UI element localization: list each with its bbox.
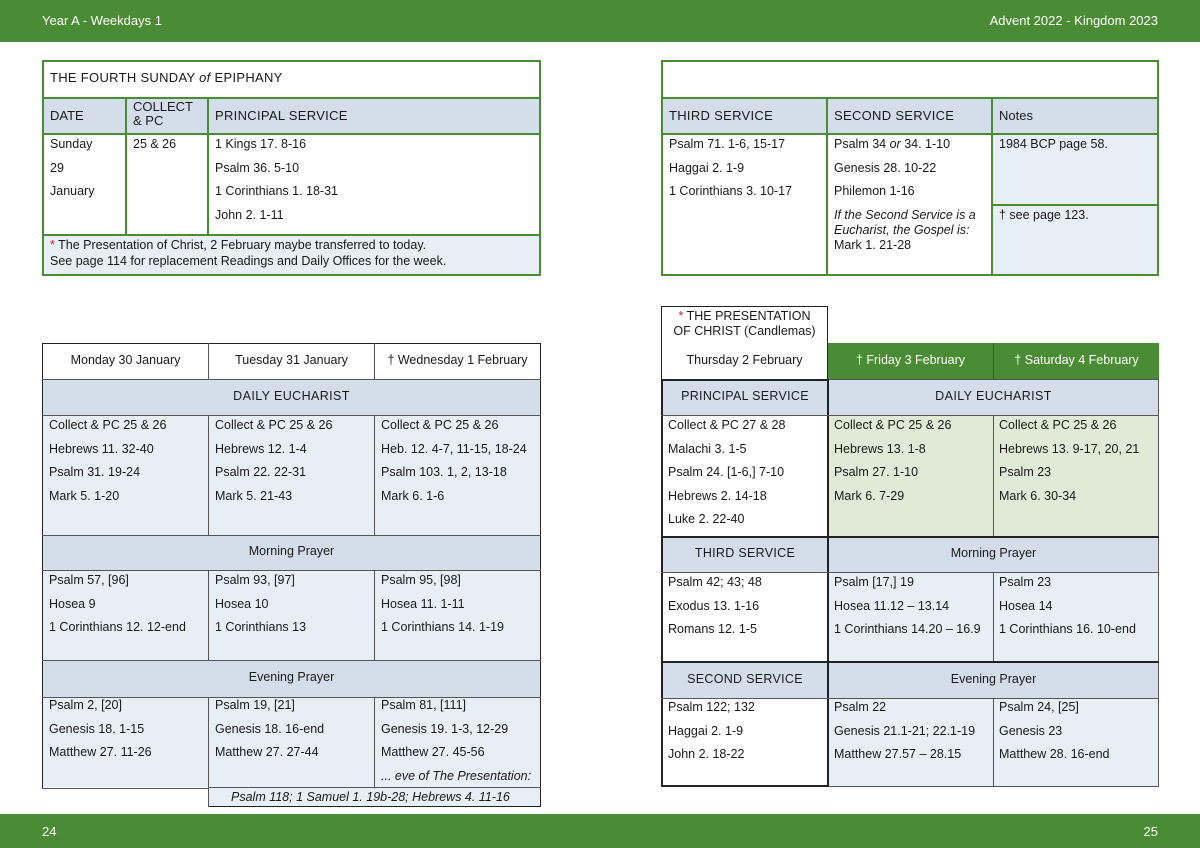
reading-line: Mark 6. 1-6 [381, 488, 445, 503]
friday-eucharist [828, 414, 951, 508]
daily-eucharist-band: DAILY EUCHARIST [233, 389, 350, 403]
principal-service-band: PRINCIPAL SERVICE [681, 389, 809, 403]
col-date-header: DATE [50, 108, 84, 123]
sunday-title-suffix: EPIPHANY [210, 70, 283, 85]
notes-cell-1: 1984 BCP page 58. [999, 137, 1108, 151]
presentation-title [662, 309, 827, 339]
tuesday-evening [209, 694, 324, 765]
divider [42, 535, 541, 536]
divider [42, 660, 541, 661]
third-service-band: THIRD SERVICE [694, 546, 796, 560]
reading-line: 1 Corinthians 1. 18-31 [215, 184, 338, 198]
sunday-principal-cell [209, 133, 338, 227]
reading-line: Exodus 13. 1-16 [668, 598, 760, 613]
reading-line: Genesis 19. 1-3, 12-29 [381, 721, 509, 736]
divider [661, 536, 1159, 538]
reading-line: Luke 2. 22-40 [668, 512, 745, 526]
reading-part: 34. 1-10 [900, 137, 951, 151]
daily-eucharist-band-right: DAILY EUCHARIST [935, 389, 1052, 403]
wednesday-eucharist [375, 414, 527, 508]
day-header-saturday: † Saturday 4 February [1014, 353, 1139, 367]
evening-prayer-band-right: Evening Prayer [950, 672, 1037, 686]
reading-line: Heb. 12. 4-7, 11-15, 18-24 [381, 441, 527, 456]
reading-line: 1 Kings 17. 8-16 [215, 137, 307, 151]
reading-line: 1 Corinthians 16. 10-end [999, 622, 1136, 636]
page-header-bar [0, 0, 1200, 42]
thursday-principal [662, 414, 785, 532]
divider [42, 379, 541, 380]
reading-line: Matthew 28. 16-end [999, 747, 1110, 761]
reading-line: Genesis 28. 10-22 [834, 160, 937, 175]
reading-line: Hebrews 11. 32-40 [49, 441, 154, 456]
reading-line: Psalm 122; 132 [668, 700, 755, 714]
sunday-note [44, 237, 446, 269]
reading-line: Matthew 27. 11-26 [49, 745, 152, 759]
reading-line: Mark 5. 21-43 [215, 488, 293, 503]
reading-line: 1 Corinthians 13 [215, 620, 307, 634]
day-header-friday: † Friday 3 February [855, 353, 966, 367]
sunday-title-of: of [199, 70, 211, 85]
reading-line: Collect & PC 27 & 28 [668, 418, 786, 432]
eve-note: ... eve of The Presentation: [381, 769, 532, 783]
divider [661, 97, 1159, 99]
col-collect-line1: COLLECT [133, 99, 193, 114]
col-second-header: SECOND SERVICE [834, 108, 955, 123]
date-line: January [50, 184, 95, 198]
tuesday-eucharist [209, 414, 332, 508]
header-right-text: Advent 2022 - Kingdom 2023 [989, 13, 1158, 28]
reading-line: Psalm [17,] 19 [834, 575, 914, 589]
presentation-star: * [678, 309, 684, 323]
italic-line: If the Second Service is a [834, 208, 976, 222]
reading-line: Genesis 21.1-21; 22.1-19 [834, 723, 976, 738]
reading-line: Psalm 24, [25] [999, 700, 1079, 714]
presentation-line: THE PRESENTATION [683, 309, 811, 323]
saturday-evening [993, 696, 1110, 767]
reading-line: Haggai 2. 1-9 [669, 160, 745, 175]
evening-prayer-band: Evening Prayer [248, 670, 335, 684]
third-service-cell [663, 133, 792, 204]
reading-line: Collect & PC 25 & 26 [49, 418, 167, 432]
reading-line: Psalm 93, [97] [215, 573, 295, 587]
reading-line: Psalm 31. 19-24 [49, 465, 141, 479]
reading-line: Matthew 27.57 – 28.15 [834, 747, 962, 761]
reading-line: Matthew 27. 27-44 [215, 745, 319, 759]
reading-line: Collect & PC 25 & 26 [999, 418, 1117, 432]
reading-line: Hosea 9 [49, 596, 96, 611]
reading-line: Psalm 19, [21] [215, 698, 295, 712]
reading-line: Psalm 95, [98] [381, 573, 461, 587]
wednesday-evening [375, 694, 508, 765]
second-service-band: SECOND SERVICE [687, 672, 803, 686]
page-footer-bar [0, 814, 1200, 848]
reading-line: Psalm 22 [834, 700, 887, 714]
reading-line: Genesis 18. 16-end [215, 721, 325, 736]
day-header-monday: Monday 30 January [70, 353, 181, 367]
presentation-line: OF CHRIST (Candlemas) [673, 324, 816, 338]
second-service-eucharist-note [828, 208, 976, 253]
header-left-text: Year A - Weekdays 1 [42, 13, 162, 28]
saturday-morning [993, 571, 1136, 642]
wednesday-morning [375, 569, 504, 640]
tuesday-morning [209, 569, 306, 640]
saturday-eucharist [993, 414, 1139, 508]
reading-line: Psalm 71. 1-6, 15-17 [669, 137, 786, 151]
second-service-cell [828, 133, 950, 204]
reading-line: Psalm 27. 1-10 [834, 465, 919, 479]
divider [42, 97, 541, 99]
reading-line: John 2. 1-11 [215, 207, 284, 222]
reading-line: Collect & PC 25 & 26 [834, 418, 952, 432]
monday-evening [43, 694, 152, 765]
col-collect-header [127, 100, 193, 128]
reading-line: Hosea 11. 1-11 [381, 596, 465, 611]
reading-line: Malachi 3. 1-5 [668, 441, 747, 456]
reading-line: Psalm 23 [999, 465, 1052, 479]
reading-line: Hebrews 2. 14-18 [668, 488, 767, 503]
page-number-right: 25 [1143, 824, 1158, 839]
reading-line: Mark 6. 30-34 [999, 488, 1077, 503]
reading-line: Collect & PC 25 & 26 [381, 418, 499, 432]
col-collect-line2: & PC [133, 113, 164, 128]
sunday-title-prefix: THE FOURTH SUNDAY [50, 70, 200, 85]
col-notes-header: Notes [999, 108, 1033, 123]
reading-line: Psalm 57, [96] [49, 573, 129, 587]
monday-morning [43, 569, 186, 640]
sunday-collect-cell: 25 & 26 [133, 137, 177, 151]
reading-line: Psalm 81, [111] [381, 698, 466, 712]
date-line: Sunday [50, 137, 93, 151]
eve-readings: Psalm 118; 1 Samuel 1. 19b-28; Hebrews 4. 11-16 [231, 790, 510, 804]
divider [661, 661, 1159, 663]
reading-line: John 2. 18-22 [668, 747, 745, 761]
day-header-tuesday: Tuesday 31 January [235, 353, 348, 367]
reading-line: Psalm 2, [20] [49, 698, 122, 712]
reading-line: Mark 1. 21-28 [834, 238, 912, 252]
page-number-left: 24 [42, 824, 57, 839]
reading-line: 1 Corinthians 14. 1-19 [381, 620, 504, 634]
day-header-thursday: Thursday 2 February [686, 353, 803, 367]
morning-prayer-band-right: Morning Prayer [950, 546, 1037, 560]
reading-line: 1 Corinthians 3. 10-17 [669, 184, 792, 198]
reading-line: Hosea 10 [215, 596, 269, 611]
reading-line: Genesis 18. 1-15 [49, 721, 145, 736]
reading-line: Psalm 103. 1, 2, 13-18 [381, 465, 507, 479]
note-star: * [50, 238, 55, 252]
reading-or: or [889, 137, 901, 151]
reading-line: Hosea 11.12 – 13.14 [834, 598, 950, 613]
friday-evening [828, 696, 975, 767]
reading-line: Hosea 14 [999, 598, 1053, 613]
thursday-second [662, 696, 755, 767]
date-line: 29 [50, 160, 64, 175]
sunday-title [44, 66, 283, 90]
col-principal-header: PRINCIPAL SERVICE [215, 108, 348, 123]
reading-line: Haggai 2. 1-9 [668, 723, 744, 738]
note-line: See page 114 for replacement Readings and Daily Offices for the week. [50, 254, 447, 268]
reading-line: Hebrews 12. 1-4 [215, 441, 307, 456]
notes-cell-2: † see page 123. [999, 208, 1089, 222]
reading-line: Romans 12. 1-5 [668, 622, 757, 636]
friday-morning [828, 571, 981, 642]
monday-eucharist [43, 414, 166, 508]
thursday-third [662, 571, 762, 642]
sunday-date-cell [44, 133, 94, 204]
divider [42, 234, 541, 236]
col-third-header: THIRD SERVICE [669, 108, 774, 123]
reading-line: Psalm 24. [1-6,] 7-10 [668, 465, 785, 479]
reading-part: Psalm 34 [834, 137, 890, 151]
reading-line: 1 Corinthians 14.20 – 16.9 [834, 622, 981, 636]
italic-line: Eucharist, the Gospel is: [834, 223, 970, 237]
reading-line: Psalm 22. 22-31 [215, 465, 307, 479]
reading-line: Mark 6. 7-29 [834, 488, 905, 503]
note-line: The Presentation of Christ, 2 February maybe transferred to today. [54, 238, 427, 252]
reading-line: Mark 5. 1-20 [49, 488, 120, 503]
reading-line: Philemon 1-16 [834, 184, 915, 198]
reading-line: Psalm 42; 43; 48 [668, 575, 762, 589]
reading-line: 1 Corinthians 12. 12-end [49, 620, 186, 634]
morning-prayer-band: Morning Prayer [248, 544, 335, 558]
reading-line: Psalm 23 [999, 575, 1052, 589]
reading-line: Matthew 27. 45-56 [381, 745, 485, 759]
day-header-wednesday: † Wednesday 1 February [387, 353, 528, 367]
reading-line: Psalm 36. 5-10 [215, 160, 300, 175]
blank-corner [42, 788, 208, 808]
reading-line: Hebrews 13. 9-17, 20, 21 [999, 441, 1140, 456]
reading-line: Hebrews 13. 1-8 [834, 441, 926, 456]
reading-line: Genesis 23 [999, 723, 1063, 738]
reading-line: Collect & PC 25 & 26 [215, 418, 333, 432]
